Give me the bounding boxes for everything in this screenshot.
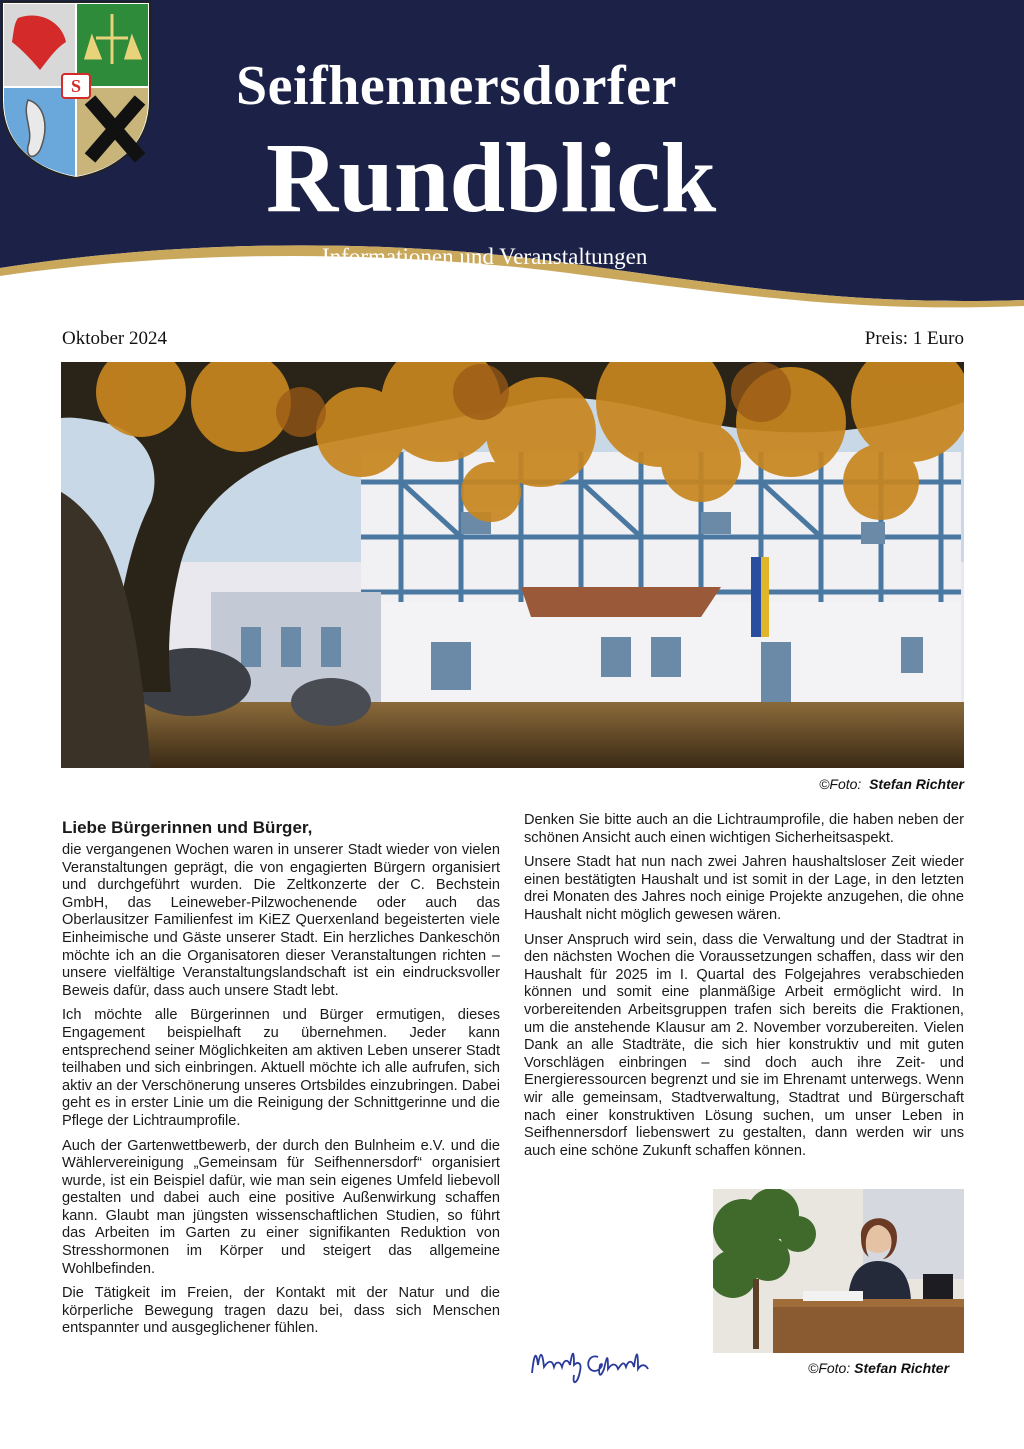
cover-photo-credit-prefix: ©Foto: (819, 776, 862, 792)
portrait-photo-credit-prefix: ©Foto: (808, 1360, 851, 1376)
portrait-photo-credit (808, 1360, 949, 1376)
letter-greeting: Liebe Bürgerinnen und Bürger, (62, 818, 313, 837)
letter-column-right (524, 812, 964, 1167)
masthead-title-main: Rundblick (266, 122, 717, 233)
letter-column-left (62, 842, 500, 1345)
letter-paragraph: Die Tätigkeit im Freien, der Kontakt mit der Natur und die körperliche Bewegung tragen dazu bei, dass sich Menschen entspannter und ausgeglichener fühlen. (62, 1285, 500, 1337)
coat-of-arms (0, 0, 152, 180)
letter-paragraph: die vergangenen Wochen waren in unserer Stadt wieder von vielen Veranstaltungen geprägt, die von engagierten Bürgern organisiert und durchgeführt wurden. Die Zeltkonzerte der C. Bechstein GmbH, das Leineweber-Pilzwochenende oder auch das Oberlausitzer Familienfest im KiEZ Querxenland begeisterten viele Einheimische und Gäste unserer Stadt. Ein herzliches Dankeschön möchte ich an die Organisatoren dieser Veranstaltungen richten – unsere vielfältige Veranstaltungslandschaft ist ein eindrucksvoller Beweis dafür, dass auch unsere Stadt lebt. (62, 842, 500, 999)
portrait-photo (713, 1189, 964, 1353)
issue-date: Oktober 2024 (62, 328, 168, 349)
letter-paragraph: Denken Sie bitte auch an die Lichtraumprofile, die haben neben der schönen Ansicht auch einen wichtigen Sicherheitsaspekt. (524, 812, 964, 846)
portrait-photo-credit-name: Stefan Richter (854, 1360, 950, 1376)
svg-text:S: S (70, 76, 82, 96)
cover-photo (61, 362, 964, 768)
letter-paragraph: Unsere Stadt hat nun nach zwei Jahren haushaltsloser Zeit wieder einen bestätigten Haushalt und ist somit in der Lage, in den letzten drei Monaten des Jahres noch einige Projekte anzugehen, die ohne Haushalt nicht möglich gewesen wären. (524, 854, 964, 923)
cover-photo-credit (819, 776, 964, 792)
masthead-subtitle: Informationen und Veranstaltungen (322, 244, 648, 269)
cover-photo-credit-name: Stefan Richter (869, 776, 964, 792)
masthead (0, 0, 1024, 330)
letter-paragraph: Unser Anspruch wird sein, dass die Verwaltung und der Stadtrat in den nächsten Wochen die Voraussetzungen schaffen, dass wir den Haushalt für 2025 im I. Quartal des Folgejahres verabschieden können und somit eine planmäßige Arbeit ermöglicht wird. In vorbereitenden Arbeitsgruppen trafen sich bereits die Fraktionen, um die anstehende Klausur am 2. November vorzubereiten. Vielen Dank an alle Stadträte, die sich hier konstruktiv und mit guten Vorschlägen einbringen – sind doch auch ihre Zeit- und Energieressourcen begrenzt und sie im Ehrenamt unterwegs. Wenn wir alle gemeinsam, Stadtverwaltung, Stadtrat und Bürgerschaft nach einer konstruktiven Lösung suchen, um unser Leben in Seifhennersdorf liebenswert zu gestalten, dann werden wir uns auch eine schöne Zukunft schaffen können. (524, 931, 964, 1159)
issue-price: Preis: 1 Euro (864, 328, 964, 349)
signature (528, 1335, 678, 1395)
masthead-title-top: Seifhennersdorfer (236, 55, 677, 117)
letter-paragraph: Auch der Gartenwettbewerb, der durch den Bulnheim e.V. und die Wählervereinigung „Gemeinsam für Seifhennersdorf“ organisiert wurde, ist ein Beispiel dafür, wie man sein eigenes Umfeld liebevoll gestalten und dabei auch eine positive Außenwirkung schaffen kann. Glaubt man jüngsten wissenschaftlichen Studien, so führt das Arbeiten im Garten zu einer signifikanten Reduktion von Stresshormonen im Körper und steigert das allgemeine Wohlbefinden. (62, 1137, 500, 1277)
letter-paragraph: Ich möchte alle Bürgerinnen und Bürger ermutigen, dieses Engagement beispielhaft zu übernehmen. Jeder kann entsprechend seiner Möglichkeiten am aktiven Leben unserer Stadt teilhaben und sich einbringen. Aktuell möchte ich alle aufrufen, sich aktiv an der Verschönerung unseres Ortsbildes einzubringen. Dabei geht es in erster Linie um die Reinigung der Schnittgerinne und die Pflege der Lichtraumprofile. (62, 1007, 500, 1129)
